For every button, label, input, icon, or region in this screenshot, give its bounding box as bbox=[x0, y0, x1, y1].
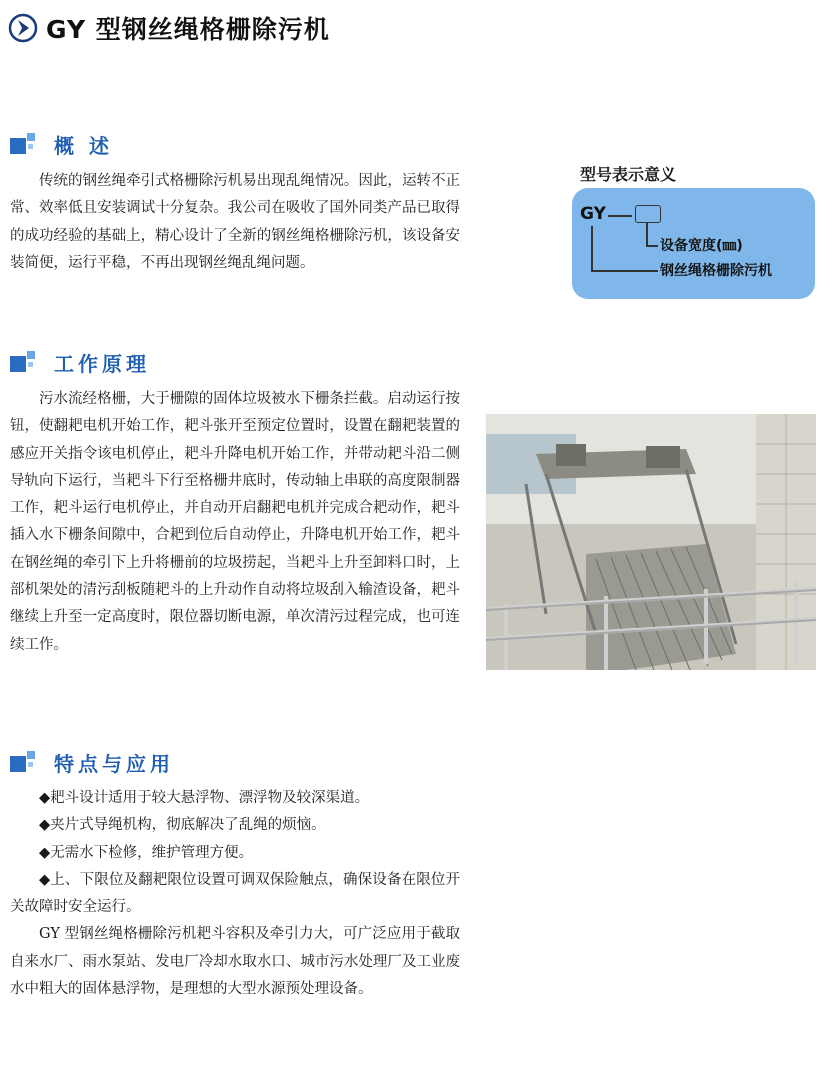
model-prefix: GY bbox=[580, 204, 606, 224]
model-meaning-heading: 型号表示意义 bbox=[580, 165, 677, 184]
blue-squares-icon bbox=[10, 350, 40, 376]
feature-item: ◆无需水下检修，维护管理方便。 bbox=[39, 844, 254, 861]
section-title: 工作原理 bbox=[54, 352, 150, 376]
section-title: 概 述 bbox=[54, 134, 113, 158]
feature-item: ◆耙斗设计适用于较大悬浮物、漂浮物及较深渠道。 bbox=[39, 790, 370, 806]
machine-photo bbox=[486, 414, 816, 670]
overview-text bbox=[10, 168, 460, 277]
connector-line bbox=[591, 270, 658, 272]
connector-dash bbox=[608, 215, 632, 217]
feature-item: ◆夹片式导绳机构，彻底解决了乱绳的烦恼。 bbox=[39, 817, 326, 834]
label-name: 钢丝绳格栅除污机 bbox=[660, 263, 772, 279]
section-title: 特点与应用 bbox=[54, 752, 174, 776]
blue-squares-icon bbox=[10, 132, 40, 158]
blue-squares-icon bbox=[10, 750, 40, 776]
title-row bbox=[8, 10, 330, 46]
model-meaning-box bbox=[572, 188, 815, 299]
section-heading-principle bbox=[10, 348, 150, 377]
chevron-right-circle-icon bbox=[8, 13, 38, 43]
connector-line bbox=[591, 226, 593, 270]
connector-line bbox=[646, 245, 658, 247]
features-text bbox=[10, 785, 460, 1003]
width-slot bbox=[635, 205, 661, 223]
section-heading-features bbox=[10, 748, 174, 777]
page-title: GY 型钢丝绳格栅除污机 bbox=[46, 15, 330, 44]
principle-text bbox=[10, 386, 460, 659]
section-heading-overview bbox=[10, 130, 113, 159]
feature-item: ◆上、下限位及翻耙限位设置可调双保险触点，确保设备在限位开关故障时安全运行。 bbox=[10, 871, 460, 916]
paragraph: 传统的钢丝绳牵引式格栅除污机易出现乱绳情况。因此，运转不正常、效率低且安装调试十分复杂。我公司在吸收了国外同类产品已取得的成功经验的基础上，精心设计了全新的钢丝绳格栅除污机，该设备安装简便，运行平稳，不再出现钢丝绳乱绳问题。 bbox=[10, 173, 460, 271]
closing-paragraph: GY 型钢丝绳格栅除污机耙斗容积及牵引力大，可广泛应用于截取自来水厂、雨水泵站、发电厂冷却水取水口、城市污水处理厂及工业废水中粗大的固体悬浮物，是理想的大型水源预处理设备。 bbox=[10, 926, 460, 998]
label-width: 设备宽度(㎜) bbox=[660, 238, 743, 254]
connector-line bbox=[646, 223, 648, 245]
paragraph: 污水流经格栅，大于栅隙的固体垃圾被水下栅条拦截。启动运行按钮，使翻耙电机开始工作，耙斗张开至预定位置时，设置在翻耙装置的感应开关指令该电机停止，耙斗升降电机开始工作，并带动耙斗沿二侧导轨向下运行，当耙斗下行至格栅井底时，传动轴上串联的高度限制器工作，耙斗运行电机停止，并自动开启翻耙电机并完成合耙动作，耙斗插入水下栅条间隙中，合耙到位后自动停止，升降电机开始工作，耙斗在钢丝绳的牵引下上升将栅前的垃圾捞起，当耙斗上升至卸料口时，上部机架处的清污刮板随耙斗的上升动作自动将垃圾刮入输渣设备，耙斗继续上升至一定高度时，限位器切断电源，单次清污过程完成，也可连续工作。 bbox=[10, 391, 460, 653]
